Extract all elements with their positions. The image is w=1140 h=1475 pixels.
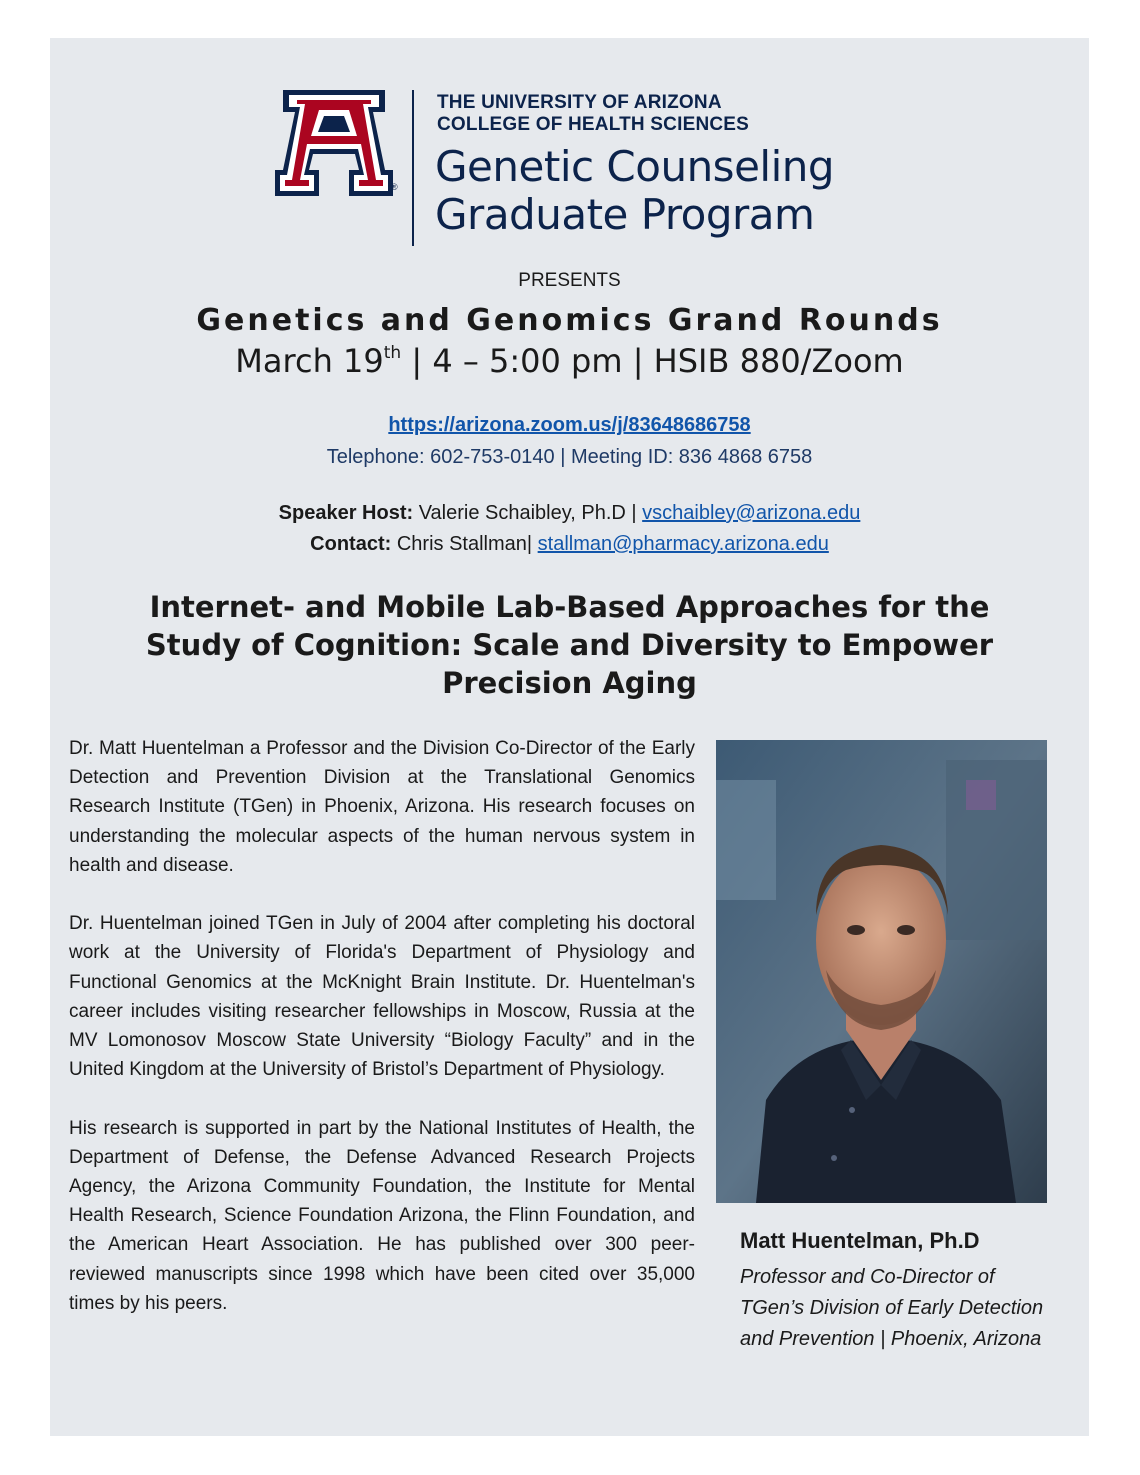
talk-title-line1: Internet- and Mobile Lab-Based Approaches for the — [149, 590, 990, 624]
program-name-line2: Graduate Program — [435, 190, 815, 239]
bio-paragraph-2: Dr. Huentelman joined TGen in July of 2004 after completing his doctoral work at the University of Florida's Department of Physiology and Functional Genomics at the McKnight Brain Institute. Dr. Huentelman's career includes visiting researcher fellowships in Moscow, Russia at the MV Lomonosov Moscow State University “Biology Faculty” and in the United Kingdom at the University of Bristol’s Department of Physiology. — [69, 913, 695, 1081]
zoom-link[interactable]: https://arizona.zoom.us/j/83648686758 — [388, 414, 751, 436]
speaker-bio — [69, 734, 695, 1347]
arizona-a-logo-icon — [275, 90, 393, 196]
speaker-photo — [716, 740, 1047, 1203]
logo-divider — [412, 90, 414, 246]
date-suffix: th — [383, 343, 402, 363]
contact-line — [50, 533, 1089, 556]
contact-name: Chris Stallman| — [391, 533, 538, 555]
host-name: Valerie Schaibley, Ph.D | — [413, 502, 643, 524]
speaker-name: Matt Huentelman, Ph.D — [740, 1228, 980, 1253]
phone-meeting-id: Telephone: 602-753-0140 | Meeting ID: 836 4868 6758 — [326, 446, 813, 468]
speaker-role: Professor and Co-Director of TGen’s Division of Early Detection and Prevention | Phoenix, Arizona — [740, 1266, 1044, 1350]
talk-title-line2: Study of Cognition: Scale and Diversity to Empower — [145, 628, 994, 662]
event-date-time — [50, 342, 1089, 380]
university-name: THE UNIVERSITY OF ARIZONA — [437, 92, 722, 113]
contact-email-link[interactable]: stallman@pharmacy.arizona.edu — [537, 533, 829, 555]
bio-paragraph-1: Dr. Matt Huentelman a Professor and the Division Co-Director of the Early Detection and Prevention Division at the Translational Genomics Research Institute (TGen) in Phoenix, Arizona. His research focuses on understanding the molecular aspects of the human nervous system in health and disease. — [69, 738, 695, 876]
presents-label: PRESENTS — [518, 270, 621, 291]
event-time-location: | 4 – 5:00 pm | HSIB 880/Zoom — [401, 342, 904, 380]
college-name: COLLEGE OF HEALTH SCIENCES — [437, 114, 750, 135]
contact-label: Contact: — [310, 533, 392, 555]
flyer-panel — [50, 38, 1089, 1436]
host-email-link[interactable]: vschaibley@arizona.edu — [642, 502, 861, 524]
series-title: Genetics and Genomics Grand Rounds — [196, 303, 943, 338]
speaker-host-line — [50, 502, 1089, 525]
event-date: March 19 — [235, 342, 384, 380]
host-label: Speaker Host: — [278, 502, 414, 524]
university-logo-block — [275, 90, 875, 250]
talk-title — [50, 588, 1089, 702]
bio-paragraph-3: His research is supported in part by the National Institutes of Health, the Department of Defense, the Defense Advanced Research Projects Agency, the Arizona Community Foundation, the Institute for Mental Health Research, Science Foundation Arizona, the Flinn Foundation, and the American Heart Association. He has published over 300 peer-reviewed manuscripts since 1998 which have been cited over 35,000 times by his peers. — [69, 1117, 695, 1314]
talk-title-line3: Precision Aging — [442, 666, 697, 700]
program-name-line1: Genetic Counseling — [435, 142, 835, 191]
registered-mark: ® — [391, 182, 398, 192]
